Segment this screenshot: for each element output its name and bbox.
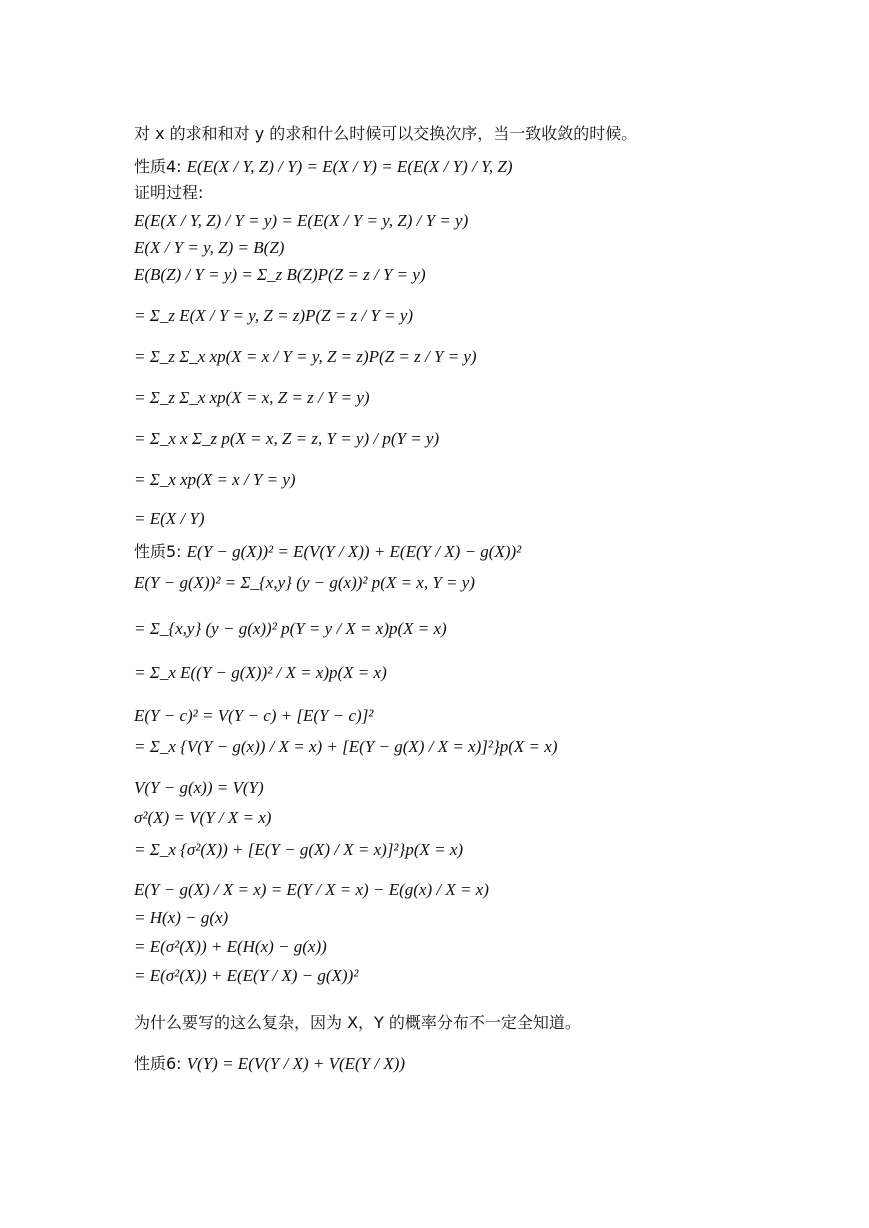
proof-step: E(Y − g(X) / X = x) = E(Y / X = x) − E(g(x) / X = x) <box>134 880 489 899</box>
proof-step: = Σ_x {V(Y − g(x)) / X = x) + [E(Y − g(X) / X = x)]²}p(X = x) <box>134 737 558 756</box>
proof-step: = Σ_z Σ_x xp(X = x, Z = z / Y = y) <box>134 388 370 407</box>
proof-step: V(Y − g(x)) = V(Y) <box>134 778 264 797</box>
proof-step: E(B(Z) / Y = y) = Σ_z B(Z)P(Z = z / Y = y) <box>134 265 426 284</box>
proof-step: E(Y − c)² = V(Y − c) + [E(Y − c)]² <box>134 706 374 725</box>
proof-step: = Σ_x {σ²(X)) + [E(Y − g(X) / X = x)]²}p(X = x) <box>134 840 464 859</box>
proof-step: = Σ_x x Σ_z p(X = x, Z = z, Y = y) / p(Y = y) <box>134 429 440 448</box>
property-6-line <box>134 1054 405 1074</box>
proof-step: = Σ_x E((Y − g(X))² / X = x)p(X = x) <box>134 663 387 682</box>
proof-step: = E(σ²(X)) + E(H(x) − g(x)) <box>134 937 327 956</box>
proof-step: = Σ_z E(X / Y = y, Z = z)P(Z = z / Y = y) <box>134 306 414 325</box>
explanation-text: 为什么要写的这么复杂，因为 X，Y 的概率分布不一定全知道。 <box>134 1013 581 1032</box>
proof-step: = E(X / Y) <box>134 509 205 528</box>
proof-step: E(X / Y = y, Z) = B(Z) <box>134 238 285 257</box>
proof-step: = H(x) − g(x) <box>134 908 229 927</box>
proof-step: σ²(X) = V(Y / X = x) <box>134 808 272 827</box>
property-4-label: 性质4: <box>134 157 182 176</box>
proof-step: E(Y − g(X))² = Σ_{x,y} (y − g(x))² p(X = x, Y = y) <box>134 573 475 592</box>
property-4-formula: E(E(X / Y, Z) / Y) = E(X / Y) = E(E(X / Y) / Y, Z) <box>186 157 513 176</box>
property-6-formula: V(Y) = E(V(Y / X) + V(E(Y / X)) <box>186 1054 406 1073</box>
property-5-line <box>134 542 521 562</box>
property-6-label: 性质6: <box>134 1054 182 1073</box>
proof-step: = Σ_{x,y} (y − g(x))² p(Y = y / X = x)p(X = x) <box>134 619 447 638</box>
property-5-label: 性质5: <box>134 542 182 561</box>
proof-step: E(E(X / Y, Z) / Y = y) = E(E(X / Y = y, Z) / Y = y) <box>134 211 469 230</box>
proof-heading: 证明过程: <box>134 183 204 202</box>
proof-step: = Σ_x xp(X = x / Y = y) <box>134 470 296 489</box>
property-4-line <box>134 157 512 177</box>
property-5-formula: E(Y − g(X))² = E(V(Y / X)) + E(E(Y / X) − g(X))² <box>186 542 522 561</box>
proof-step: = Σ_z Σ_x xp(X = x / Y = y, Z = z)P(Z = z / Y = y) <box>134 347 477 366</box>
proof-step: = E(σ²(X)) + E(E(Y / X) − g(X))² <box>134 966 359 985</box>
intro-text: 对 x 的求和和对 y 的求和什么时候可以交换次序，当一致收敛的时候。 <box>134 124 638 143</box>
